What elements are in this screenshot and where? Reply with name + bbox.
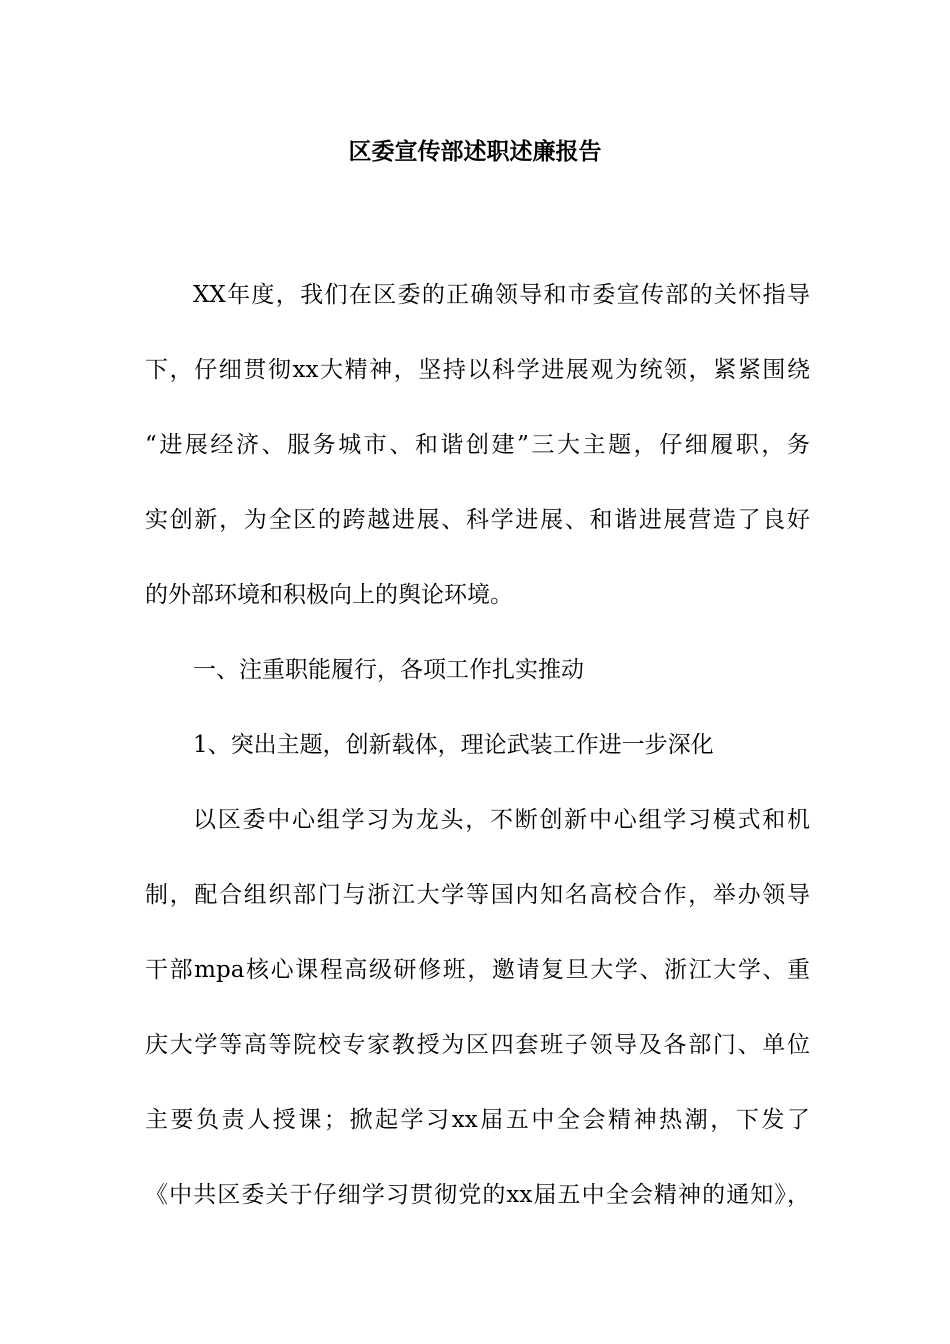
paragraph-line: XX年度，我们在区委的正确领导和市委宣传部的关怀指导 (193, 282, 810, 308)
paragraph-line: 制，配合组织部门与浙江大学等国内知名高校合作，举办领导 (145, 882, 810, 908)
paragraph-line: 《中共区委关于仔细学习贯彻党的xx届五中全会精神的通知》， (145, 1182, 810, 1208)
paragraph-line: 主要负责人授课；掀起学习xx届五中全会精神热潮，下发了 (145, 1107, 810, 1133)
paragraph-line: 的外部环境和积极向上的舆论环境。 (145, 582, 513, 608)
subsection-heading: 1、突出主题，创新载体，理论武装工作进一步深化 (193, 732, 714, 758)
paragraph-line: 以区委中心组学习为龙头，不断创新中心组学习模式和机 (193, 807, 810, 833)
paragraph-line: “进展经济、服务城市、和谐创建”三大主题，仔细履职，务 (145, 432, 810, 458)
paragraph-line: 庆大学等高等院校专家教授为区四套班子领导及各部门、单位 (145, 1032, 810, 1058)
document-body (145, 258, 810, 1233)
section-heading: 一、注重职能履行，各项工作扎实推动 (193, 657, 584, 683)
paragraph-line: 下，仔细贯彻xx大精神，坚持以科学进展观为统领，紧紧围绕 (145, 357, 810, 383)
paragraph-line: 干部mpa核心课程高级研修班，邀请复旦大学、浙江大学、重 (145, 957, 810, 983)
document-title: 区委宣传部述职述廉报告 (348, 138, 602, 165)
paragraph-line: 实创新，为全区的跨越进展、科学进展、和谐进展营造了良好 (145, 507, 810, 533)
